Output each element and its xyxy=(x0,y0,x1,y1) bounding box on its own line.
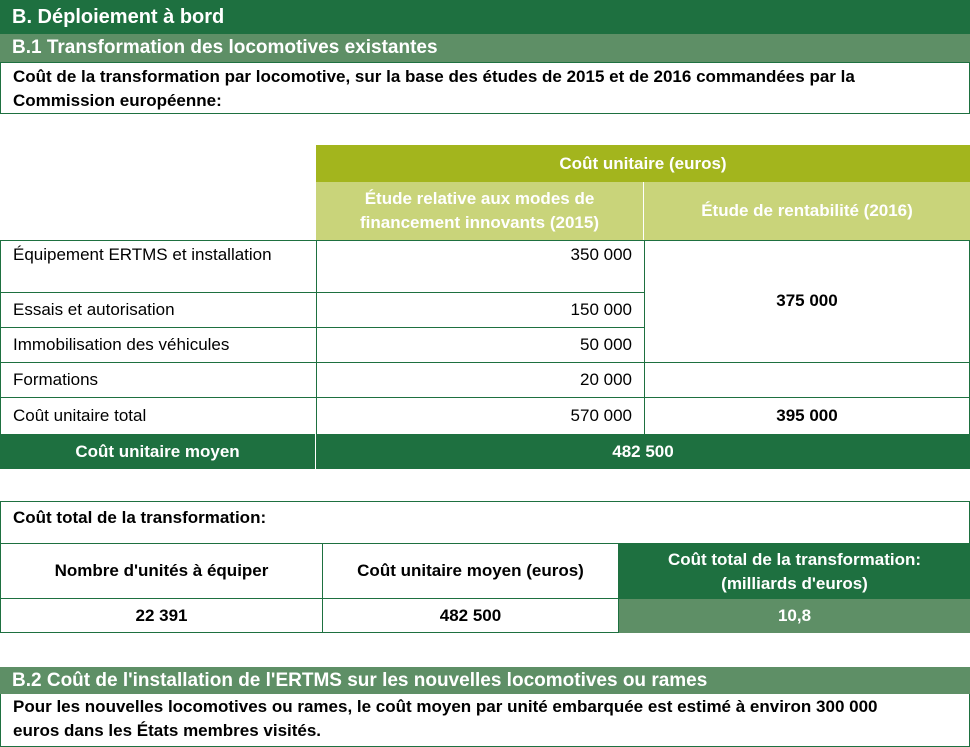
cost-merged-2016-value: 375 000 xyxy=(644,240,970,363)
cost-table-col-2015-header: Étude relative aux modes de financement innovants (2015) xyxy=(316,182,644,240)
cost-row-label: Essais et autorisation xyxy=(0,293,316,328)
cost-row-label: Formations xyxy=(0,363,316,398)
total-table-title: Coût total de la transformation: xyxy=(0,501,970,544)
total-col-unitcost-header: Coût unitaire moyen (euros) xyxy=(323,544,619,599)
cost-total-label: Coût unitaire total xyxy=(0,398,316,434)
cost-row-value-2015: 50 000 xyxy=(316,328,644,363)
section-b1-intro: Coût de la transformation par locomotive, sur la base des études de 2015 et de 2016 commandées par la Commission européenne: xyxy=(0,62,970,114)
cost-average-value: 482 500 xyxy=(316,434,970,469)
cost-average-label: Coût unitaire moyen xyxy=(0,434,316,469)
cost-row-value-2015: 350 000 xyxy=(316,240,644,293)
section-b-title: B. Déploiement à bord xyxy=(0,0,970,34)
cost-total-2016: 395 000 xyxy=(644,398,970,434)
total-col-units-header: Nombre d'unités à équiper xyxy=(0,544,323,599)
cost-row-label: Immobilisation des véhicules xyxy=(0,328,316,363)
cost-row-value-2015: 150 000 xyxy=(316,293,644,328)
cost-row-empty-2016 xyxy=(644,363,970,398)
total-cost-value: 10,8 xyxy=(619,599,970,633)
total-unitcost-value: 482 500 xyxy=(323,599,619,633)
cost-table-col-2016-header: Étude de rentabilité (2016) xyxy=(644,182,970,240)
cost-row-value-2015: 20 000 xyxy=(316,363,644,398)
section-b1-title: B.1 Transformation des locomotives existantes xyxy=(0,34,970,62)
section-b2-text: Pour les nouvelles locomotives ou rames, le coût moyen par unité embarquée est estimé à environ 300 000 euros dans les États membres visités. xyxy=(0,694,970,747)
section-b2-title: B.2 Coût de l'installation de l'ERTMS sur les nouvelles locomotives ou rames xyxy=(0,667,970,694)
cost-total-2015: 570 000 xyxy=(316,398,644,434)
cost-row-label: Équipement ERTMS et installation xyxy=(0,240,316,293)
total-units-value: 22 391 xyxy=(0,599,323,633)
cost-table-header: Coût unitaire (euros) xyxy=(316,145,970,182)
total-col-totalcost-header: Coût total de la transformation: (milliards d'euros) xyxy=(619,544,970,599)
